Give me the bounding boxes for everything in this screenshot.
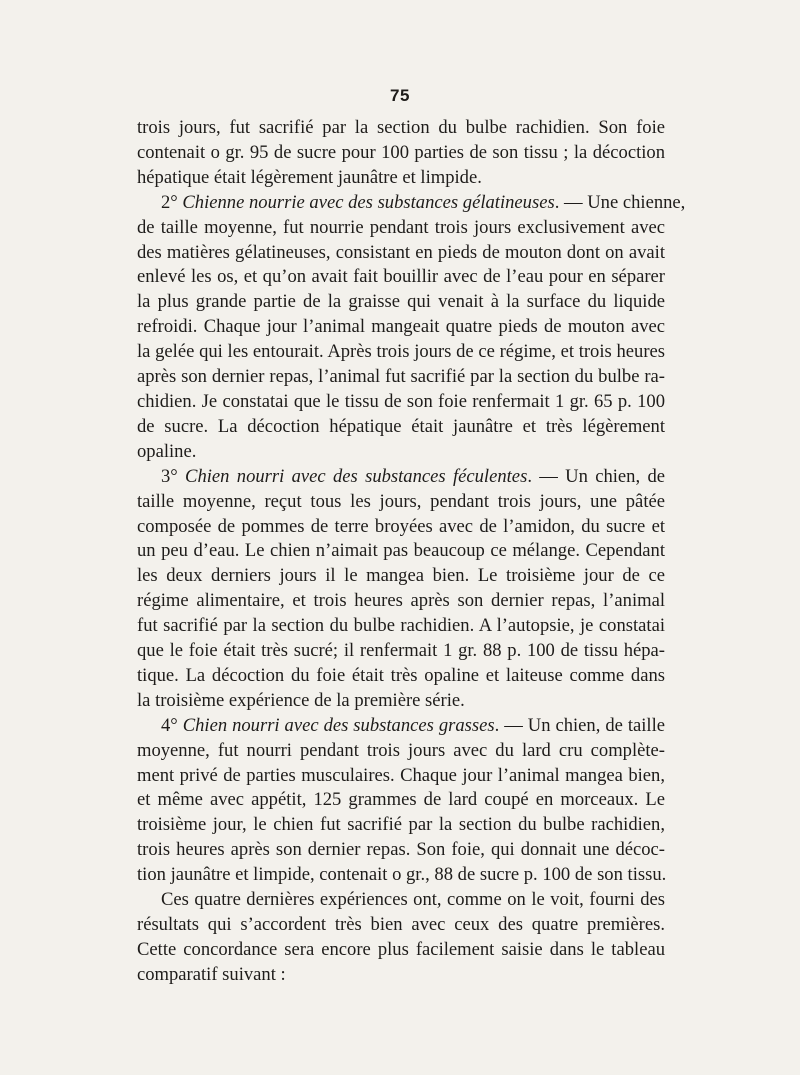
text-line: chidien. Je constatai que le tissu de son foie renfermait 1 gr. 65 p. 100	[137, 390, 665, 412]
text-line: taille moyenne, reçut tous les jours, pendant trois jours, une pâtée	[137, 490, 665, 512]
text-line	[137, 714, 665, 739]
section-text: . — Un chien, de	[527, 465, 665, 487]
text-line: trois jours, fut sacrifié par la section du bulbe rachidien. Son foie	[137, 117, 665, 138]
text-line: enlevé les os, et qu’on avait fait bouillir avec de l’eau pour en séparer	[137, 266, 665, 288]
text-line: tion jaunâtre et limpide, contenait o gr., 88 de sucre p. 100 de son tissu.	[137, 864, 667, 886]
body-text	[137, 116, 686, 988]
text-line: contenait o gr. 95 de sucre pour 100 parties de son tissu ; la décoction	[137, 141, 665, 163]
text-line: refroidi. Chaque jour l’animal mangeait quatre pieds de mouton avec	[137, 316, 665, 338]
section-heading: Chien nourri avec des substances féculentes	[185, 465, 528, 487]
section-heading: Chien nourri avec des substances grasses	[182, 714, 495, 736]
text-line: de sucre. La décoction hépatique était jaunâtre et très légèrement	[137, 415, 665, 437]
page-number: 75	[390, 86, 410, 105]
text-line	[137, 465, 665, 490]
text-line: composée de pommes de terre broyées avec de l’amidon, du sucre et	[137, 515, 665, 537]
text-line: hépatique était légèrement jaunâtre et limpide.	[137, 166, 482, 188]
section-text: . — Un chien, de taille	[494, 714, 666, 736]
text-line: la troisième expérience de la première série.	[137, 689, 465, 711]
text-line: de taille moyenne, fut nourrie pendant trois jours exclusivement avec	[137, 216, 665, 238]
text-line: les deux derniers jours il le mangea bien. Le troisième jour de ce	[137, 565, 665, 587]
text-line: moyenne, fut nourri pendant trois jours avec du lard cru complète-	[137, 739, 665, 761]
section-heading: Chienne nourrie avec des substances gélatineuses	[182, 191, 555, 213]
text-line: un peu d’eau. Le chien n’aimait pas beaucoup ce mélange. Cependant	[137, 540, 665, 562]
text-line	[137, 191, 686, 216]
section-number: 4°	[161, 714, 183, 736]
text-line: après son dernier repas, l’animal fut sacrifié par la section du bulbe ra-	[137, 366, 665, 388]
text-line: la plus grande partie de la graisse qui venait à la surface du liquide	[137, 291, 665, 313]
text-line: la gelée qui les entourait. Après trois jours de ce régime, et trois heures	[137, 341, 665, 363]
text-line: trois heures après son dernier repas. Son foie, qui donnait une décoc-	[137, 839, 665, 861]
text-line: tique. La décoction du foie était très opaline et laiteuse comme dans	[137, 664, 665, 686]
text-line: opaline.	[137, 440, 197, 462]
text-line: que le foie était très sucré; il renfermait 1 gr. 88 p. 100 de tissu hépa-	[137, 640, 665, 662]
text-line: résultats qui s’accordent très bien avec ceux des quatre premières.	[137, 914, 665, 935]
text-line: fut sacrifié par la section du bulbe rachidien. A l’autopsie, je constatai	[137, 615, 665, 637]
text-line: troisième jour, le chien fut sacrifié par la section du bulbe rachidien,	[137, 814, 665, 836]
text-line: Ces quatre dernières expériences ont, comme on le voit, fourni des	[161, 889, 665, 911]
text-line: et même avec appétit, 125 grammes de lard coupé en morceaux. Le	[137, 789, 665, 811]
section-text: . — Une chienne,	[554, 191, 686, 213]
text-line: comparatif suivant :	[137, 963, 286, 985]
text-line: des matières gélatineuses, consistant en pieds de mouton dont on avait	[137, 241, 665, 263]
text-line: Cette concordance sera encore plus facilement saisie dans le tableau	[137, 938, 665, 960]
text-line: ment privé de parties musculaires. Chaque jour l’animal mangea bien,	[137, 764, 665, 786]
text-line: régime alimentaire, et trois heures après son dernier repas, l’animal	[137, 590, 665, 612]
section-number: 2°	[161, 191, 183, 213]
section-number: 3°	[161, 465, 186, 487]
